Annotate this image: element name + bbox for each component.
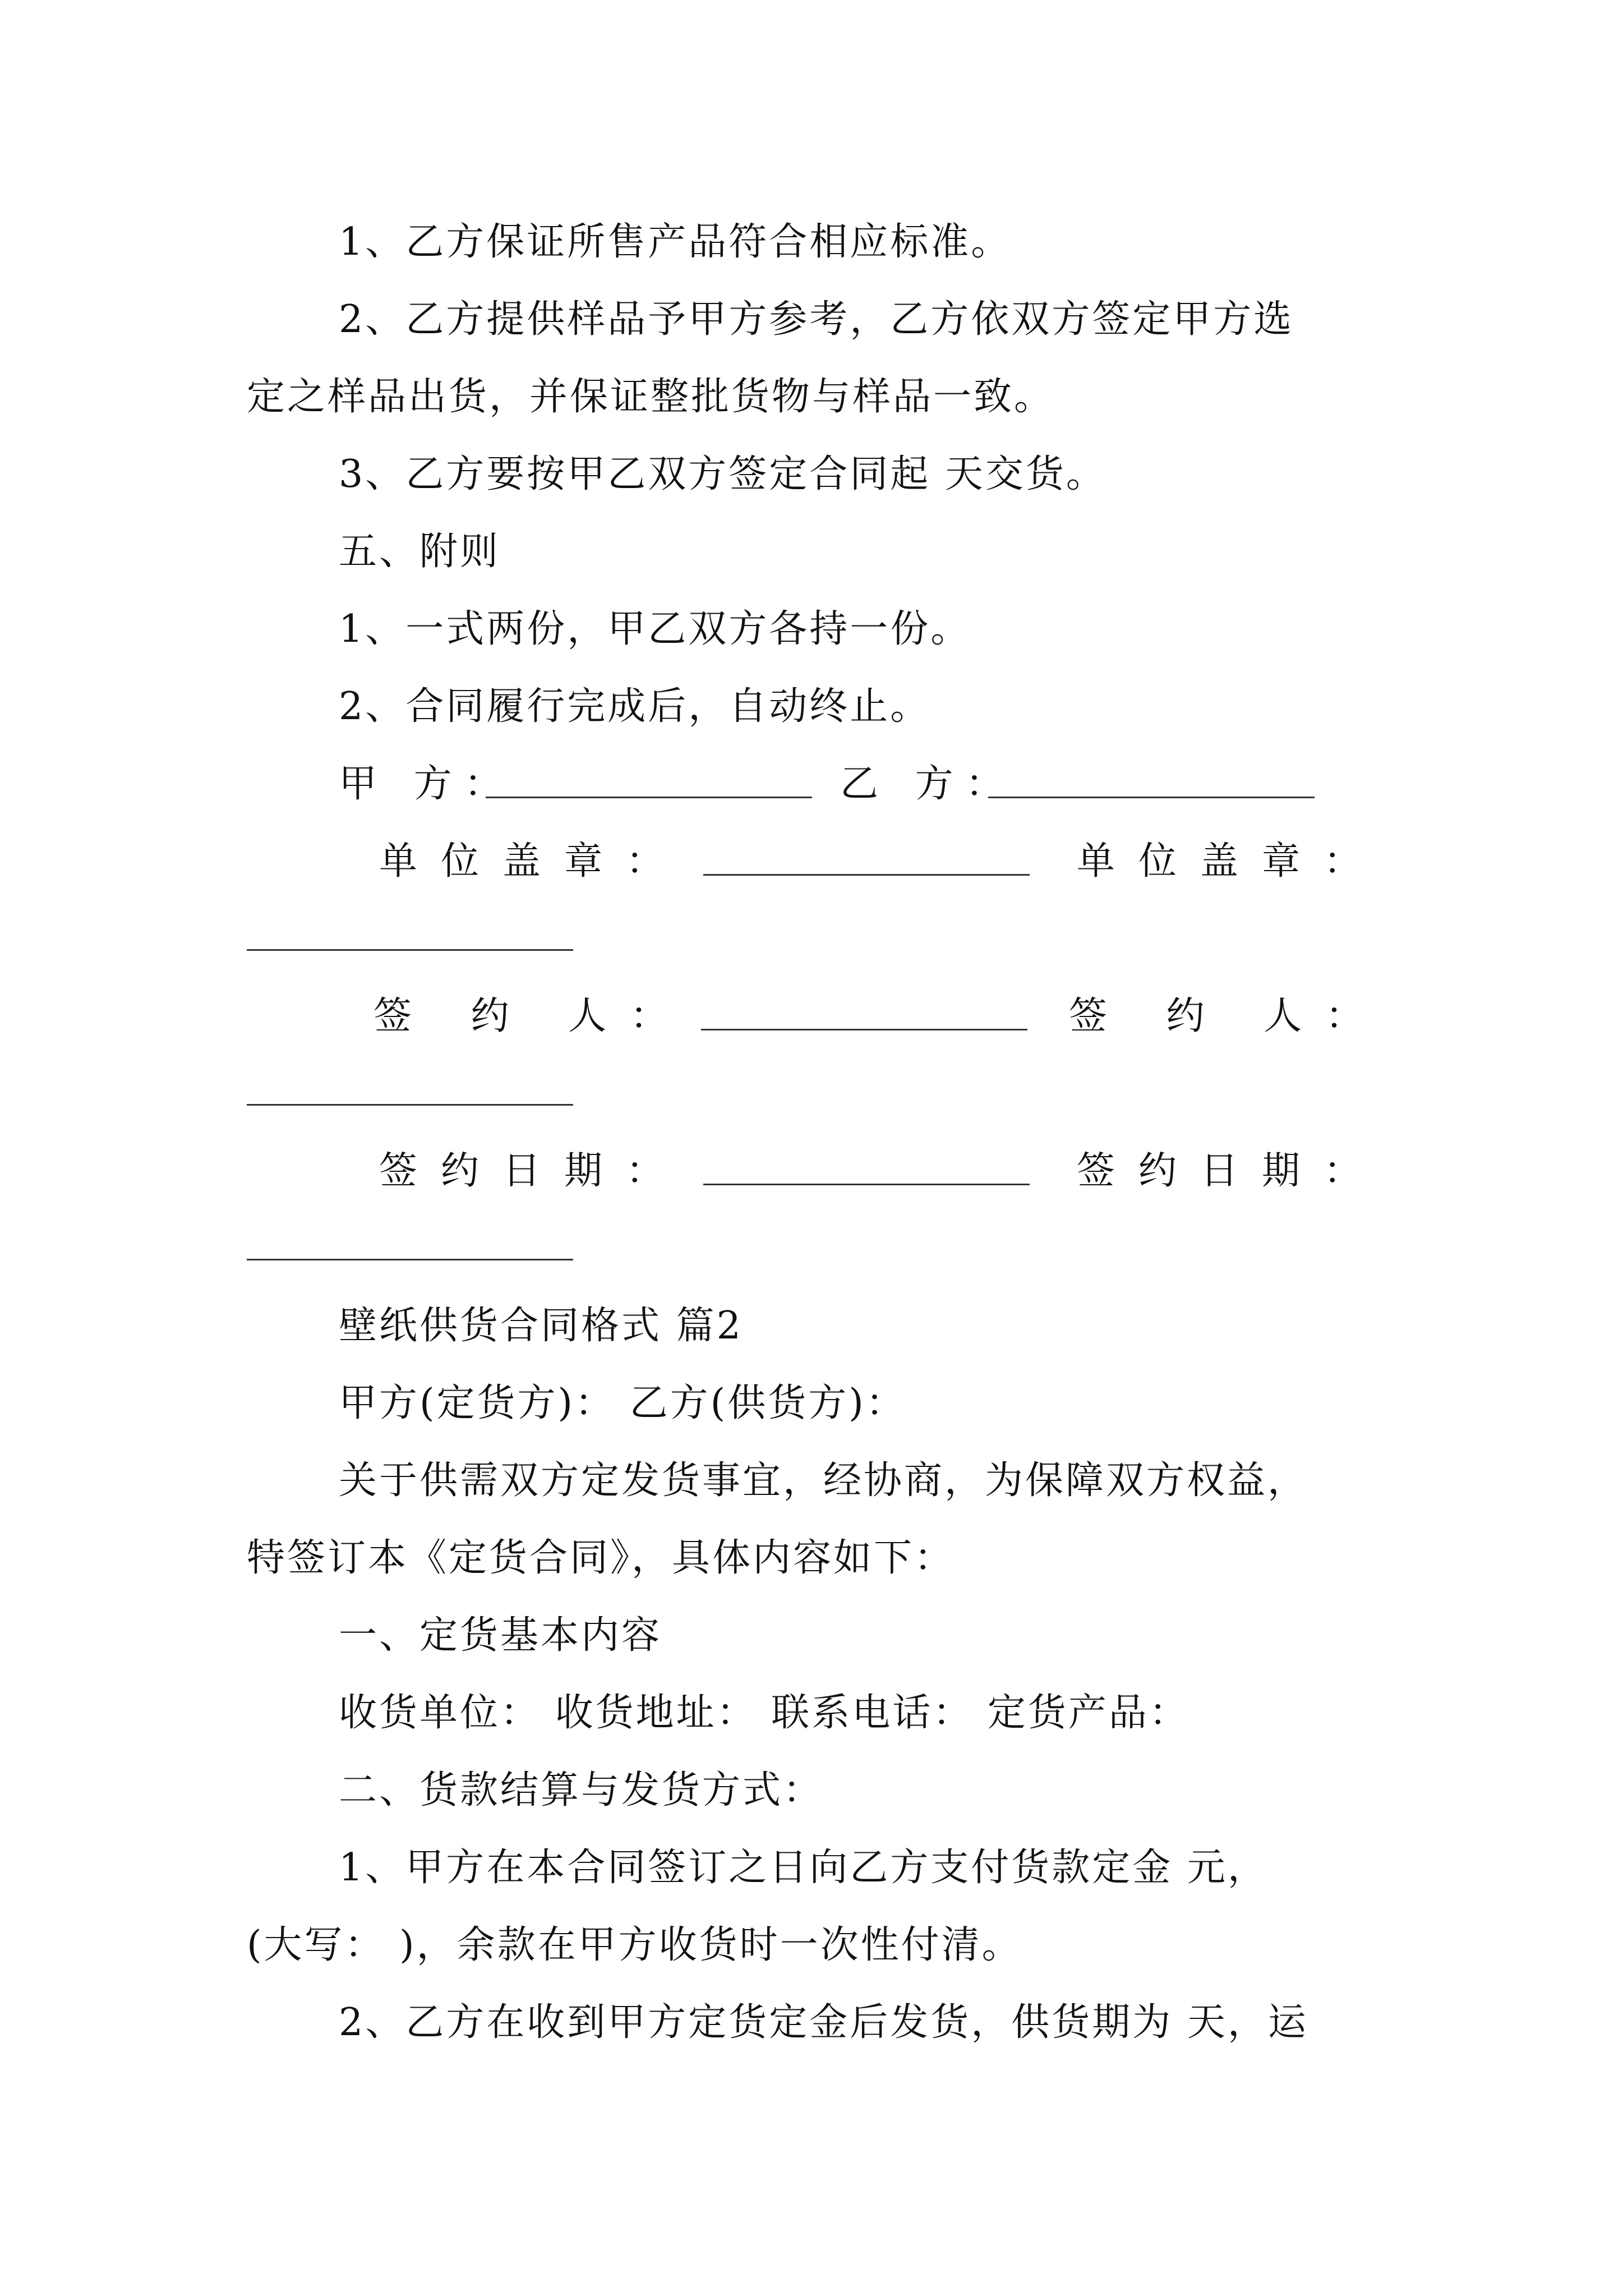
date-right-line [247,1259,573,1260]
party-a-label: 甲 方： [339,762,515,806]
heading-basic-content: 一、定货基本内容 [339,1613,662,1658]
parties-line: 甲方(定货方)： 乙方(供货方)： [339,1381,906,1425]
party-a-line [486,797,812,798]
payment-clause-1: 1、甲方在本合同签订之日向乙方支付货款定金 元， [339,1846,1268,1890]
appendix-clause-1: 1、一式两份，甲乙双方各持一份。 [339,607,971,651]
date-right-label: 签约日期： [1077,1149,1386,1193]
seal-right-line [247,949,573,951]
section-heading-appendix: 五、附则 [339,530,501,574]
party-b-label: 乙 方： [840,762,1016,806]
seal-right-label: 单位盖章： [1077,839,1386,884]
payment-clause-1-continued: (大写： )，余款在甲方收货时一次性付清。 [247,1923,1022,1967]
clause-2: 2、乙方提供样品予甲方参考，乙方依双方签定甲方选 [339,297,1294,342]
payment-clause-2: 2、乙方在收到甲方定货定金后发货，供货期为 天，运 [339,2000,1308,2045]
seal-left-line [703,874,1030,876]
seal-left-label: 单位盖章： [379,839,688,884]
intro-paragraph-continued: 特签订本《定货合同》，具体内容如下： [247,1536,955,1580]
clause-3: 3、乙方要按甲乙双方签定合同起 天交货。 [339,452,1106,496]
signer-right-label: 签 约 人： [1069,994,1387,1038]
delivery-fields: 收货单位： 收货地址： 联系电话： 定货产品： [339,1691,1189,1735]
date-left-label: 签约日期： [379,1149,688,1193]
date-left-line [703,1184,1030,1185]
signer-right-line [247,1104,573,1106]
appendix-clause-2: 2、合同履行完成后，自动终止。 [339,684,931,729]
signer-left-label: 签 约 人： [374,994,692,1038]
clause-1: 1、乙方保证所售产品符合相应标准。 [339,220,1012,264]
heading-payment: 二、货款结算与发货方式： [339,1768,824,1812]
clause-2-continued: 定之样品出货，并保证整批货物与样品一致。 [247,375,1055,419]
signer-left-line [701,1029,1027,1030]
section-title: 壁纸供货合同格式 篇2 [339,1304,743,1348]
intro-paragraph: 关于供需双方定发货事宜，经协商，为保障双方权益， [339,1458,1308,1503]
party-b-line [988,797,1315,798]
